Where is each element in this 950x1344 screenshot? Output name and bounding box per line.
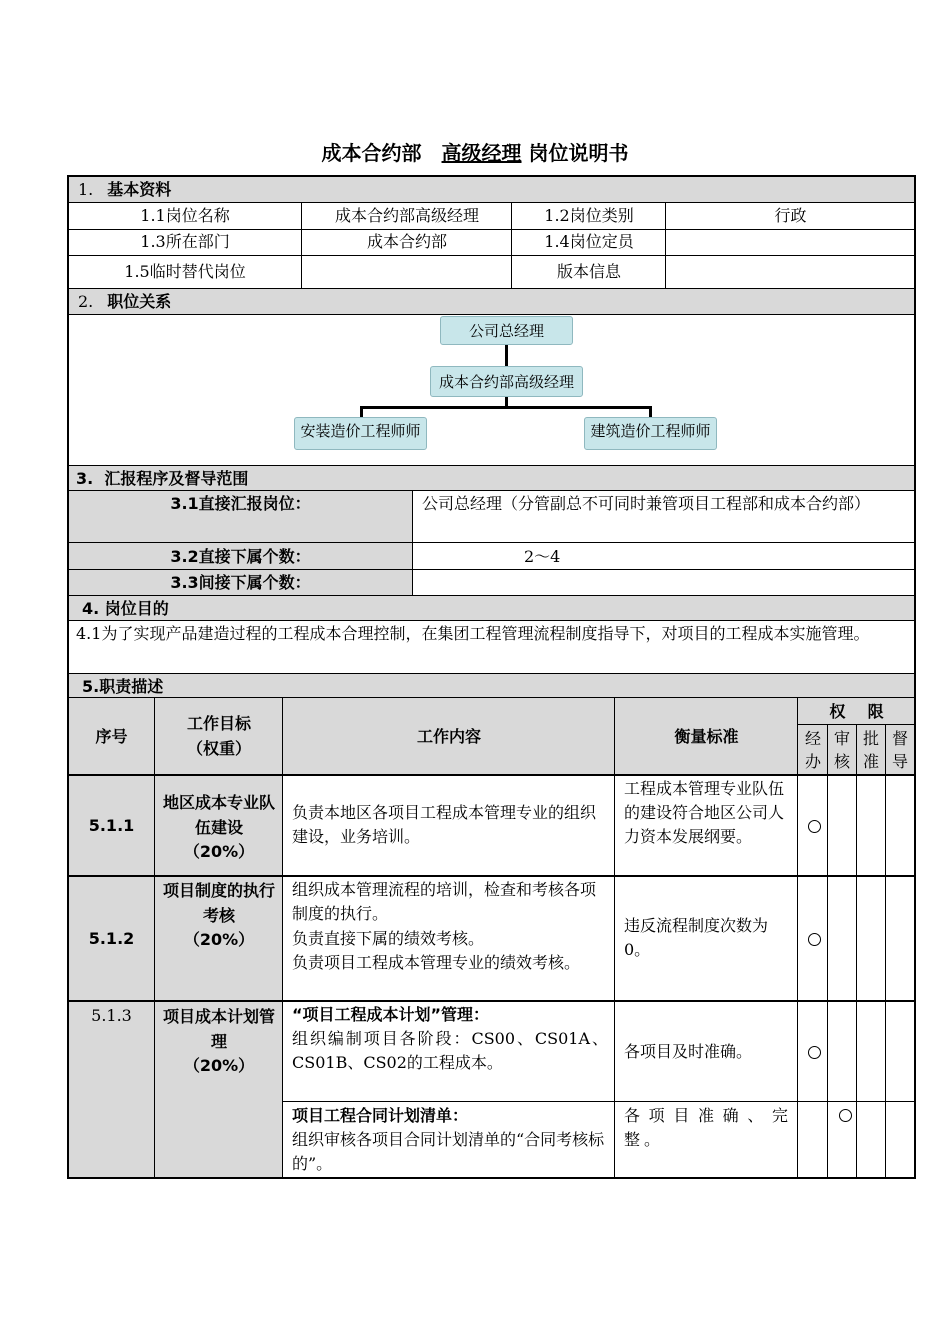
table-rule <box>412 490 413 596</box>
label-substitute: 1.5临时替代岗位 <box>124 262 246 281</box>
col-header-approve: 批准 <box>862 729 879 771</box>
org-connector <box>505 345 508 366</box>
row-513-content-a-body: 组织编制项目各阶段：CS00、CS01A、CS01B、CS02的工程成本。 <box>292 1029 608 1072</box>
row-513-no: 5.1.3 <box>91 1006 132 1025</box>
row-511-goal: 地区成本专业队伍建设 <box>162 793 275 837</box>
table-border <box>67 1177 916 1179</box>
table-border <box>67 175 916 177</box>
page-title <box>0 137 950 166</box>
title-position: 高级经理 <box>441 141 522 165</box>
table-border <box>914 175 916 1179</box>
row-513-standard-a: 各项目及时准确。 <box>624 1042 753 1061</box>
row-513-content-b-body: 组织审核各项目合同计划清单的“合同考核标的”。 <box>292 1130 605 1173</box>
row-513-weight: （20%） <box>183 1056 255 1075</box>
section-4-heading: 4. 岗位目的 <box>82 598 169 618</box>
table-rule <box>68 465 915 466</box>
table-rule <box>68 542 915 543</box>
table-rule <box>68 697 915 698</box>
table-rule <box>154 698 155 1178</box>
table-rule <box>856 725 857 1178</box>
row-511-handle-mark <box>808 820 821 833</box>
value-direct-report: 公司总经理（分管副总不可同时兼管项目工程部和成本合约部） <box>422 494 871 513</box>
row-512-content-line-1: 组织成本管理流程的培训，检查和考核各项制度的执行。 <box>292 880 597 923</box>
col-header-goal: 工作目标 <box>186 714 251 733</box>
row-512-standard: 违反流程制度次数为0。 <box>624 916 769 959</box>
col-header-weight: （权重） <box>186 739 251 758</box>
row-512-handle-mark <box>808 933 821 946</box>
section-2-header <box>68 289 915 315</box>
table-rule <box>68 314 915 315</box>
col-header-content: 工作内容 <box>416 726 481 746</box>
value-version <box>666 255 915 289</box>
row-511-standard: 工程成本管理专业队伍的建设符合地区公司人力资本发展纲要。 <box>624 779 785 846</box>
table-rule <box>797 698 798 1178</box>
section-5-heading: 5.职责描述 <box>82 676 164 696</box>
label-direct-report: 3.1直接汇报岗位： <box>170 494 311 513</box>
col-header-handle: 经办 <box>804 729 821 771</box>
col-header-supervise: 督导 <box>891 729 908 771</box>
col-header-authority: 权 限 <box>829 702 884 721</box>
col-header-review: 审核 <box>833 729 850 771</box>
row-511-content: 负责本地区各项目工程成本管理专业的组织建设，业务培训。 <box>292 803 597 846</box>
row-513-content-a-title: “项目工程成本计划”管理： <box>292 1005 490 1024</box>
org-box-construction-engineer: 建筑造价工程师师 <box>584 417 717 450</box>
section-4-header <box>68 596 915 620</box>
row-512-content-line-2: 负责直接下属的绩效考核。 <box>292 929 485 948</box>
row-512-weight: （20%） <box>183 930 255 949</box>
title-department: 成本合约部 <box>321 141 422 165</box>
table-rule <box>282 698 283 1178</box>
table-rule <box>885 725 886 1178</box>
table-rule <box>827 725 828 1178</box>
col-header-standard: 衡量标准 <box>674 726 739 746</box>
table-border <box>67 175 69 1179</box>
label-department: 1.3所在部门 <box>140 232 230 251</box>
table-rule <box>68 202 915 203</box>
table-rule <box>511 203 512 289</box>
row-512-no: 5.1.2 <box>88 928 135 948</box>
label-position-category: 1.2岗位类别 <box>544 206 634 225</box>
table-rule <box>68 875 915 877</box>
label-version: 版本信息 <box>556 262 621 281</box>
table-rule <box>68 490 915 491</box>
table-rule <box>68 774 915 776</box>
table-rule <box>68 288 915 289</box>
label-indirect-subordinates: 3.3间接下属个数： <box>170 573 311 592</box>
row-513-review-mark <box>839 1109 852 1122</box>
row-511-no: 5.1.1 <box>88 815 135 835</box>
row-513-handle-mark <box>808 1046 821 1059</box>
section-1-header <box>68 176 915 203</box>
row-511-weight: （20%） <box>183 842 255 861</box>
org-box-install-engineer: 安装造价工程师师 <box>294 417 427 450</box>
table-rule <box>68 673 915 674</box>
table-rule <box>665 203 666 289</box>
section-5-header <box>68 674 915 698</box>
value-substitute <box>302 255 512 289</box>
section-2-heading: 2. 职位关系 <box>78 292 172 311</box>
org-box-general-manager: 公司总经理 <box>440 316 573 345</box>
table-rule <box>68 255 915 256</box>
table-rule <box>68 620 915 621</box>
value-position-category: 行政 <box>774 206 807 225</box>
section-3-heading: 3. 汇报程序及督导范围 <box>76 468 249 488</box>
title-doc-type: 岗位说明书 <box>528 141 629 165</box>
org-box-senior-manager: 成本合约部高级经理 <box>430 366 583 397</box>
label-headcount: 1.4岗位定员 <box>544 232 634 251</box>
row-512-goal: 项目制度的执行考核 <box>162 881 275 925</box>
org-connector <box>360 406 652 409</box>
value-headcount <box>666 229 915 255</box>
table-rule <box>68 595 915 596</box>
table-rule <box>614 698 615 1178</box>
table-rule <box>68 1000 915 1002</box>
position-purpose-text: 4.1为了实现产品建造过程的工程成本合理控制，在集团工程管理流程制度指导下，对项目的工程成本实施管理。 <box>76 624 870 643</box>
label-direct-subordinates: 3.2直接下属个数： <box>170 546 311 566</box>
table-rule <box>68 569 915 570</box>
row-513-goal: 项目成本计划管理 <box>162 1007 275 1051</box>
value-department: 成本合约部 <box>366 232 447 251</box>
value-position-name: 成本合约部高级经理 <box>334 206 479 225</box>
section-1-heading: 1. 基本资料 <box>78 180 172 199</box>
col-header-no: 序号 <box>95 726 128 746</box>
table-rule <box>68 229 915 230</box>
row-513-standard-b: 各项目准确、完整。 <box>624 1106 792 1149</box>
label-position-name: 1.1岗位名称 <box>140 206 230 225</box>
row-512-content-line-3: 负责项目工程成本管理专业的绩效考核。 <box>292 953 581 972</box>
table-rule <box>301 203 302 289</box>
table-rule <box>283 1101 915 1102</box>
row-513-content-b-title: 项目工程合同计划清单： <box>292 1106 469 1125</box>
value-direct-subordinates: 2～4 <box>524 546 561 566</box>
